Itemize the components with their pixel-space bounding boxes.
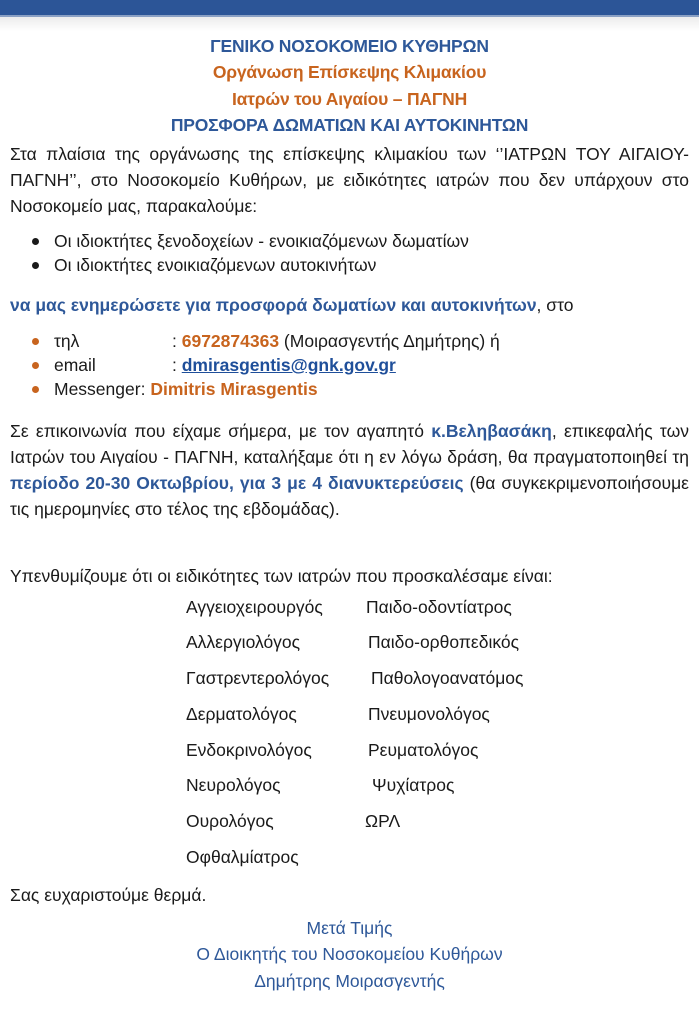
subtitle-line-2: Ιατρών του Αιγαίου – ΠΑΓΝΗ	[231, 89, 468, 109]
contact-label: τηλ	[54, 331, 80, 351]
request-highlight: να μας ενημερώσετε για προσφορά δωματίων και αυτοκινήτων	[10, 295, 537, 315]
specialty-right: Πνευμονολόγος	[368, 704, 490, 724]
bullet-icon	[32, 386, 39, 393]
specialty-left: Νευρολόγος	[186, 775, 281, 795]
details-text-1: Σε επικοινωνία που είχαμε σήμερα, με τον αγαπητό	[10, 421, 432, 441]
specialty-right: Παθολογοανατόμος	[371, 668, 524, 688]
contact-label: Messenger:	[54, 379, 146, 399]
subtitle-line-1: Οργάνωση Επίσκεψης Κλιμακίου	[212, 62, 487, 82]
list-item-text: Οι ιδιοκτήτες ενοικιαζόμενων αυτοκινήτων	[54, 255, 377, 275]
details-paragraph	[10, 418, 689, 522]
intro-paragraph: Στα πλαίσια της οργάνωσης της επίσκεψης κλιμακίου των ‘’ΙΑΤΡΩΝ ΤΟΥ ΑΙΓΑΙΟΥ- ΠΑΓΝΗ’’, στο Νοσοκομείο Κυθήρων, με ειδικότητες ιατρών που δεν υπάρχουν στο Νοσοκομείο μας, παρακαλούμε:	[10, 144, 689, 216]
details-text-2: , επικεφαλής των Ιατρών του Αιγαίου - ΠΑΓΝΗ, καταλήξαμε ότι η εν λόγω δράση, θα πραγματοποιηθεί τη	[10, 421, 689, 467]
specialty-left: Γαστρεντερολόγος	[186, 668, 330, 688]
bullet-icon	[32, 338, 39, 345]
contact-note: (Μοιρασγεντής Δημήτρης) ή	[279, 331, 500, 351]
recipient-list	[32, 229, 469, 277]
email-link[interactable]: dmirasgentis@gnk.gov.gr	[181, 355, 396, 375]
specialty-left: Αλλεργιολόγος	[186, 632, 301, 652]
contact-messenger	[32, 377, 500, 401]
contact-list	[32, 329, 500, 401]
contact-separator: :	[172, 331, 182, 351]
specialty-left: Οφθαλμίατρος	[186, 847, 299, 867]
specialty-left: Ενδοκρινολόγος	[186, 740, 312, 760]
contact-separator: :	[172, 355, 182, 375]
top-bar	[0, 0, 699, 17]
topic-title: ΠΡΟΣΦΟΡΑ ΔΩΜΑΤΙΩΝ ΚΑΙ ΑΥΤΟΚΙΝΗΤΩΝ	[170, 115, 529, 135]
specialty-left: Ουρολόγος	[186, 811, 274, 831]
specialty-right: Παιδο-ορθοπεδικός	[368, 632, 520, 652]
list-item	[32, 253, 469, 277]
bullet-icon	[32, 238, 39, 245]
contact-label: email	[54, 355, 96, 375]
hospital-title: ΓΕΝΙΚΟ ΝΟΣΟΚΟΜΕΙΟ ΚΥΘΗΡΩΝ	[210, 36, 489, 56]
signature-name: Δημήτρης Μοιρασγεντής	[254, 971, 445, 991]
bullet-icon	[32, 362, 39, 369]
request-paragraph	[10, 292, 689, 318]
specialty-left: Δερματολόγος	[186, 704, 297, 724]
specialty-left: Αγγειοχειρουργός	[186, 597, 323, 617]
phone-number[interactable]: 6972874363	[181, 331, 280, 351]
contact-phone	[32, 329, 500, 353]
reminder-text: Υπενθυμίζουμε ότι οι ειδικότητες των ιατρών που προσκαλέσαμε είναι:	[10, 566, 553, 586]
contact-person: κ.Βεληβασάκη	[431, 421, 552, 441]
specialty-right: Ρευματολόγος	[368, 740, 479, 760]
list-item-text: Οι ιδιοκτήτες ξενοδοχείων - ενοικιαζόμενων δωματίων	[54, 231, 469, 251]
top-shadow	[0, 17, 699, 31]
contact-email	[32, 353, 500, 377]
specialty-right: Παιδο-οδοντίατρος	[366, 597, 512, 617]
request-suffix: , στο	[536, 295, 574, 315]
specialty-right: Ψυχίατρος	[372, 775, 455, 795]
details-text-3: (θα συγκεκριμενοποιήσουμε τις ημερομηνίες στο τέλος της εβδομάδας).	[10, 473, 689, 519]
signature-greeting: Μετά Τιμής	[306, 918, 393, 938]
closing-text: Σας ευχαριστούμε θερμά.	[10, 885, 207, 905]
specialty-right: ΩΡΛ	[365, 811, 401, 831]
signature-title: Ο Διοικητής του Νοσοκομείου Κυθήρων	[196, 944, 503, 964]
bullet-icon	[32, 262, 39, 269]
messenger-name[interactable]: Dimitris Mirasgentis	[150, 379, 318, 399]
list-item	[32, 229, 469, 253]
period-highlight: περίοδο 20-30 Οκτωβρίου, για 3 με 4 διανυκτερεύσεις	[10, 473, 464, 493]
